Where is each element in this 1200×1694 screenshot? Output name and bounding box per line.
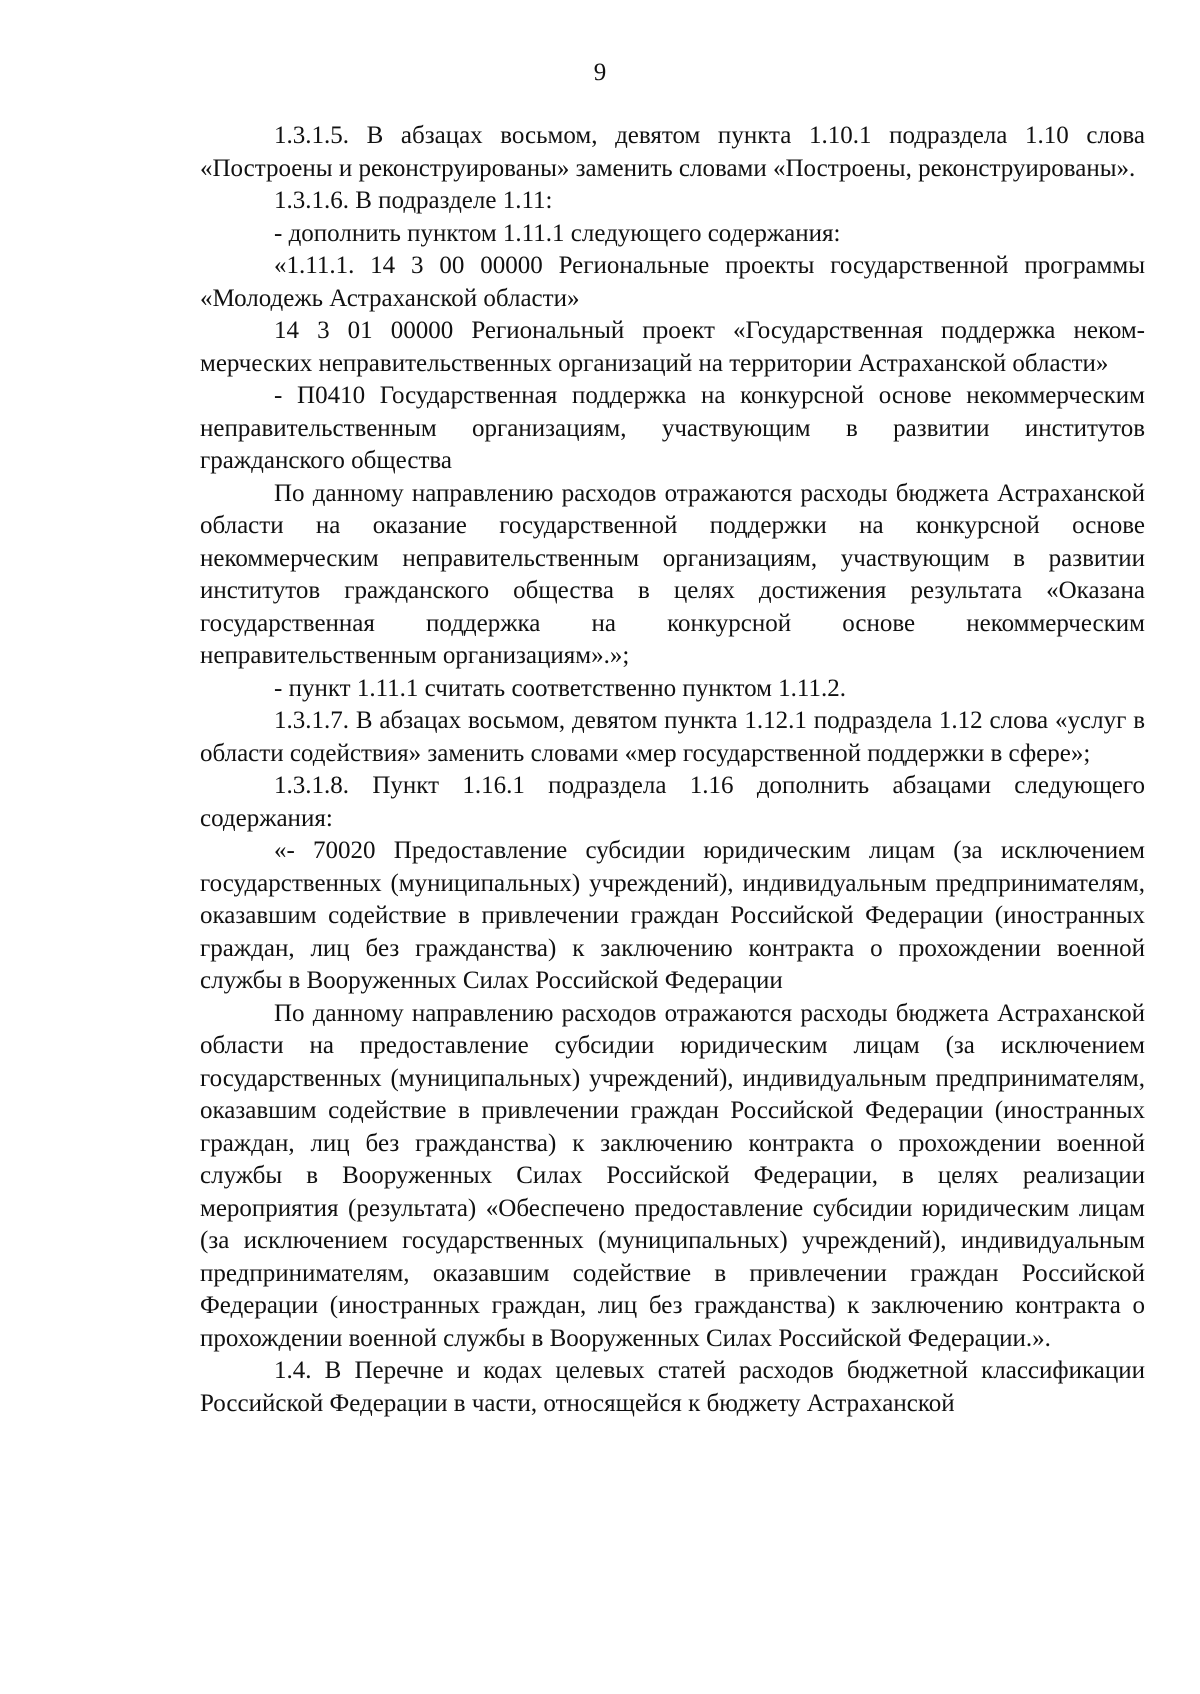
paragraph-70020: «- 70020 Предоставление субсидии юридическим лицам (за исключением государственных (муниципальных) учреждений), индивидуальным предпринимателям, оказавшим содействие в привлечении граждан Российской Федерации (иностранных граждан, лиц без гражданства) к заключению контракта о прохождении военной службы в Вооруженных Силах Российской Федерации [200,837,1145,994]
paragraph-1-4: 1.4. В Перечне и кодах целевых статей расходов бюджетной классификации Российской Федерации в части, относящейся к бюджету Астраханской [200,1357,1145,1417]
paragraph-1-3-1-6: 1.3.1.6. В подразделе 1.11: [274,187,553,214]
paragraph-regional-projects: «1.11.1. 14 3 00 00000 Региональные проекты государственной программы «Молодежь Астраханской области» [200,252,1145,312]
paragraph-1-3-1-8: 1.3.1.8. Пункт 1.16.1 подраздела 1.16 дополнить абзацами следующего содержания: [200,772,1145,832]
paragraph-regional-project: 14 3 01 00000 Региональный проект «Государственная поддержка некоммерческих неправительственных организаций на территории Астраханской области» [200,317,1145,377]
document-body [200,120,1145,1420]
paragraph-1-3-1-5: 1.3.1.5. В абзацах восьмом, девятом пункта 1.10.1 подраздела 1.10 слова «Построены и реконструированы» заменить словами «Построены, реконструированы». [200,122,1145,182]
paragraph-p0410-description: По данному направлению расходов отражаются расходы бюджета Астраханской области на оказание государственной поддержки на конкурсной основе некоммерческим неправительственным организациям, участвующим в развитии институтов гражданского общества в целях достижения результата «Оказана государственная поддержка на конкурсной основе некоммерческим неправительственным организациям».»; [200,479,1145,669]
page-number: 9 [593,59,607,86]
paragraph-add-item: - дополнить пунктом 1.11.1 следующего содержания: [274,219,841,247]
paragraph-70020-description: По данному направлению расходов отражаются расходы бюджета Астраханской области на предоставление субсидии юридическим лицам (за исключением государственных (муниципальных) учреждений), индивидуальным предпринимателям, оказавшим содействие в привлечении граждан Российской Федерации (иностранных граждан, лиц без гражданства) к заключению контракта о прохождении военной службы в Вооруженных Силах Российской Федерации, в целях реализации мероприятия (результата) «Обеспечено предоставление субсидии юридическим лицам (за исключением государственных (муниципальных) учреждений), индивидуальным предпринимателям, оказавшим содействие в привлечении граждан Российской Федерации (иностранных граждан, лиц без гражданства) к заключению контракта о прохождении военной службы в Вооруженных Силах Российской Федерации.». [200,999,1145,1352]
paragraph-1-3-1-7: 1.3.1.7. В абзацах восьмом, девятом пункта 1.12.1 подраздела 1.12 слова «услуг в области содействия» заменить словами «мер государственной поддержки в сфере»; [200,707,1145,767]
paragraph-renumber: - пункт 1.11.1 считать соответственно пунктом 1.11.2. [274,674,846,702]
paragraph-p0410: - П0410 Государственная поддержка на конкурсной основе некоммерческим неправительственным организациям, участвующим в развитии институтов гражданского общества [200,382,1145,474]
